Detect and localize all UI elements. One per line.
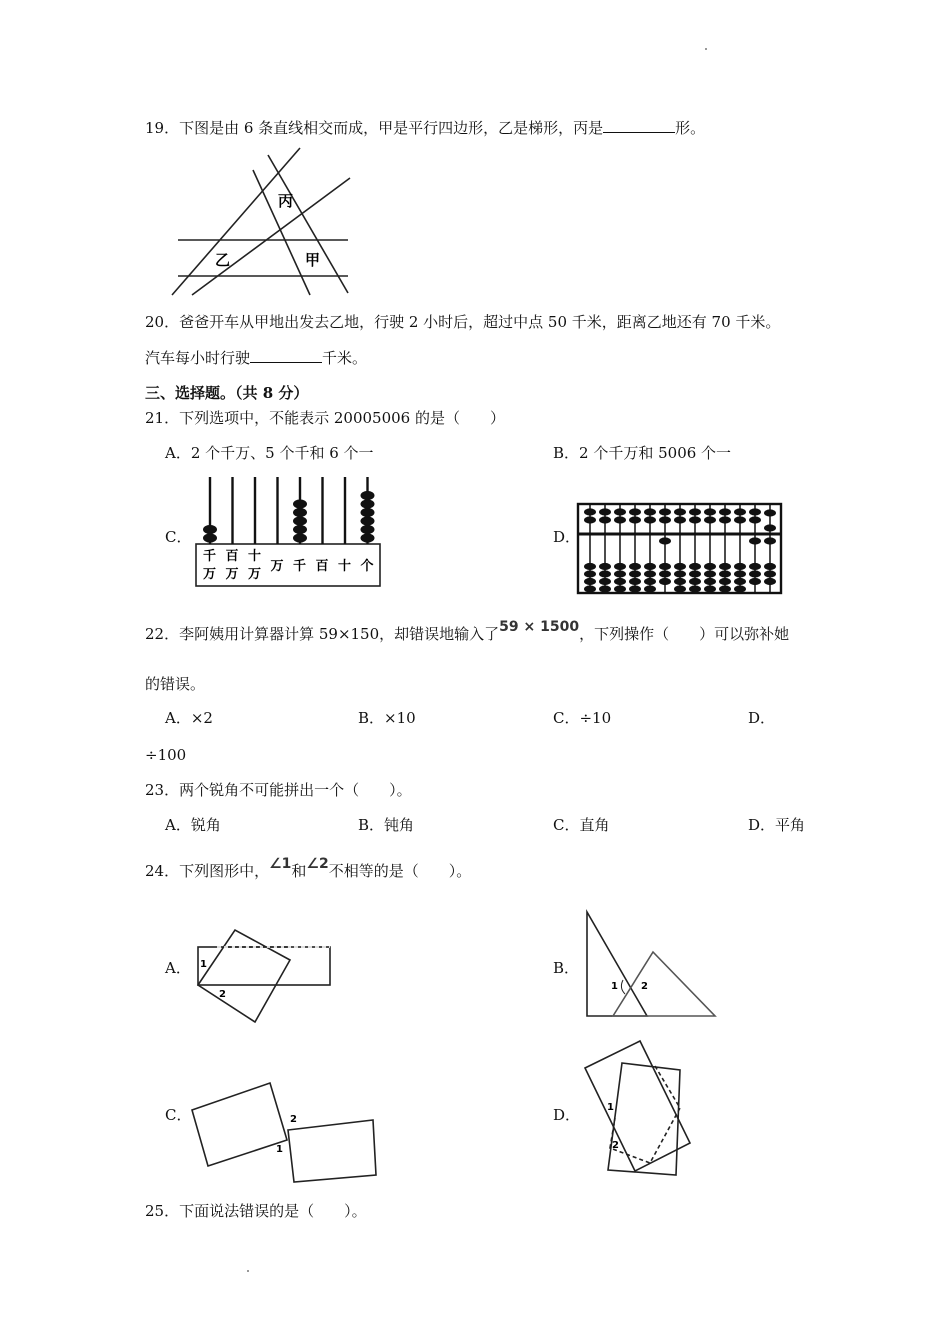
option-c[interactable]: C．÷10 — [553, 709, 612, 727]
bead — [704, 563, 716, 570]
bead — [361, 516, 375, 525]
angle-label-1: 1 — [200, 959, 207, 970]
bead — [599, 508, 611, 515]
bead — [659, 508, 671, 515]
option-a[interactable]: A．锐角 — [165, 816, 221, 834]
option-a[interactable]: A．×2 — [165, 709, 213, 727]
place-label: 百 — [225, 549, 239, 564]
bead — [689, 508, 701, 515]
q19-text-after: 形。 — [675, 119, 706, 137]
bead — [614, 516, 626, 523]
angle-2-symbol: ∠2 — [306, 856, 329, 872]
option-d[interactable]: D．平角 — [748, 816, 806, 834]
angle-label-2: 2 — [612, 1140, 619, 1151]
q20-text: 汽车每小时行驶 — [145, 349, 251, 367]
option-a[interactable]: A． — [165, 959, 191, 977]
bead — [599, 563, 611, 570]
bead — [689, 578, 701, 585]
question-21: 21．下列选项中，不能表示 20005006 的是（ ） — [145, 409, 505, 427]
bead — [293, 525, 307, 534]
angle-label-1: 1 — [611, 981, 618, 992]
bead — [764, 570, 776, 577]
bead — [361, 508, 375, 517]
bead — [704, 570, 716, 577]
question-20: 20．爸爸开车从甲地出发去乙地，行驶 2 小时后，超过中点 50 千米，距离乙地还有 70 千米。 — [145, 313, 781, 331]
bead — [644, 508, 656, 515]
option-b[interactable]: B． — [553, 959, 580, 977]
bead — [584, 516, 596, 523]
bead — [629, 570, 641, 577]
bead — [629, 516, 641, 523]
bead — [674, 563, 686, 570]
bead — [293, 533, 307, 542]
bead — [614, 585, 626, 592]
bead — [599, 570, 611, 577]
option-c[interactable]: C． — [165, 1106, 192, 1124]
bead — [659, 578, 671, 585]
option-d-value: ÷100 — [145, 746, 187, 764]
bead — [584, 570, 596, 577]
bead — [293, 516, 307, 525]
bead — [749, 570, 761, 577]
frame-base — [196, 544, 380, 586]
bead — [704, 508, 716, 515]
bead — [734, 516, 746, 523]
option-a[interactable]: A．2 个千万、5 个千和 6 个一 — [165, 444, 374, 462]
scan-dot — [247, 1270, 249, 1272]
answer-blank[interactable] — [250, 348, 322, 363]
q24-text: 24．下列图形中， — [145, 862, 270, 880]
scan-dot — [705, 48, 707, 50]
bead — [764, 524, 776, 531]
bead — [674, 578, 686, 585]
abacus-figure — [577, 503, 782, 595]
question-20-line2 — [145, 348, 367, 368]
angle-label-1: 1 — [276, 1144, 283, 1155]
question-22 — [145, 619, 790, 645]
question-22-line2: 的错误。 — [145, 675, 206, 693]
bead — [749, 578, 761, 585]
figure-d-rectangles — [580, 1038, 695, 1178]
bead — [599, 516, 611, 523]
bead — [629, 508, 641, 515]
bead — [644, 578, 656, 585]
bead — [644, 563, 656, 570]
option-d[interactable]: D． — [553, 528, 581, 546]
bead — [719, 585, 731, 592]
bead — [689, 563, 701, 570]
bead — [614, 508, 626, 515]
bead — [629, 578, 641, 585]
place-label: 十 — [248, 549, 262, 564]
label-bing: 丙 — [278, 192, 294, 210]
angle-label-2: 2 — [641, 981, 648, 992]
bead — [659, 563, 671, 570]
option-d[interactable]: D． — [553, 1106, 581, 1124]
figure-a-rectangles — [195, 925, 335, 1025]
bead — [704, 578, 716, 585]
bead — [644, 585, 656, 592]
bead — [719, 516, 731, 523]
bead — [203, 525, 217, 534]
place-label: 十 — [338, 559, 352, 574]
bead — [361, 499, 375, 508]
label-jia: 甲 — [305, 251, 321, 269]
bead — [644, 570, 656, 577]
bead — [659, 537, 671, 544]
bead — [674, 570, 686, 577]
bead — [614, 570, 626, 577]
bead — [361, 491, 375, 500]
bead — [629, 585, 641, 592]
bead — [584, 563, 596, 570]
bead — [293, 508, 307, 517]
place-label: 万 — [248, 567, 262, 582]
six-lines-figure — [170, 148, 360, 298]
q20-text-after: 千米。 — [322, 349, 368, 367]
q24-and: 和 — [291, 862, 307, 880]
q24-text-after: 不相等的是（ ）。 — [328, 862, 472, 880]
bead — [203, 533, 217, 542]
bead — [719, 570, 731, 577]
bead — [659, 570, 671, 577]
bead — [734, 578, 746, 585]
question-24 — [145, 856, 472, 882]
bead — [764, 537, 776, 544]
bead — [734, 508, 746, 515]
bead — [361, 533, 375, 542]
figure-b-triangles — [585, 910, 720, 1020]
bead — [584, 508, 596, 515]
bead — [734, 570, 746, 577]
question-25: 25．下面说法错误的是（ ）。 — [145, 1202, 367, 1220]
figure-c-rectangles — [190, 1080, 380, 1185]
bead — [584, 585, 596, 592]
angle-label-1: 1 — [607, 1102, 614, 1113]
bead — [749, 516, 761, 523]
place-label: 个 — [360, 559, 374, 574]
question-19 — [145, 118, 705, 138]
place-label: 百 — [315, 559, 329, 574]
question-23: 23．两个锐角不可能拼出一个（ ）。 — [145, 781, 412, 799]
place-label: 万 — [270, 559, 284, 574]
bead — [361, 525, 375, 534]
bead — [614, 578, 626, 585]
q22-text-after: ，下列操作（ ）可以弥补她 — [579, 625, 790, 643]
bead — [689, 570, 701, 577]
place-label: 千 — [293, 559, 307, 574]
bead — [674, 508, 686, 515]
bead — [704, 516, 716, 523]
bead — [689, 516, 701, 523]
bead — [734, 563, 746, 570]
bead — [614, 563, 626, 570]
label-yi: 乙 — [215, 251, 231, 269]
bead — [719, 578, 731, 585]
option-c[interactable]: C． — [165, 528, 192, 546]
option-b[interactable]: B．钝角 — [358, 816, 415, 834]
bead — [749, 537, 761, 544]
q22-text: 22．李阿姨用计算器计算 59×150，却错误地输入了 — [145, 625, 500, 643]
bead — [719, 508, 731, 515]
option-b[interactable]: B．2 个千万和 5006 个一 — [553, 444, 732, 462]
section-heading: 三、选择题。（共 8 分） — [145, 384, 309, 402]
place-label: 万 — [203, 567, 217, 582]
option-b[interactable]: B．×10 — [358, 709, 416, 727]
bead — [659, 516, 671, 523]
option-d[interactable]: D． — [748, 709, 776, 727]
angle-label-2: 2 — [219, 989, 226, 1000]
bead — [584, 578, 596, 585]
bead — [629, 563, 641, 570]
angle-1-symbol: ∠1 — [269, 856, 292, 872]
option-c[interactable]: C．直角 — [553, 816, 610, 834]
bead — [749, 563, 761, 570]
place-label: 千 — [203, 549, 217, 564]
bead — [734, 585, 746, 592]
bead — [293, 499, 307, 508]
bead — [764, 563, 776, 570]
bead — [644, 516, 656, 523]
bead — [719, 563, 731, 570]
bead — [704, 585, 716, 592]
angle-label-2: 2 — [290, 1114, 297, 1125]
inserted-expression: 59 × 1500 — [499, 619, 580, 635]
counting-frame-figure — [193, 474, 383, 589]
bead — [599, 585, 611, 592]
place-label: 万 — [225, 567, 239, 582]
bead — [764, 509, 776, 516]
bead — [599, 578, 611, 585]
bead — [749, 508, 761, 515]
bead — [674, 585, 686, 592]
q19-text: 19．下图是由 6 条直线相交而成，甲是平行四边形，乙是梯形，丙是 — [145, 119, 604, 137]
bead — [674, 516, 686, 523]
bead — [764, 578, 776, 585]
answer-blank[interactable] — [603, 118, 675, 133]
bead — [689, 585, 701, 592]
